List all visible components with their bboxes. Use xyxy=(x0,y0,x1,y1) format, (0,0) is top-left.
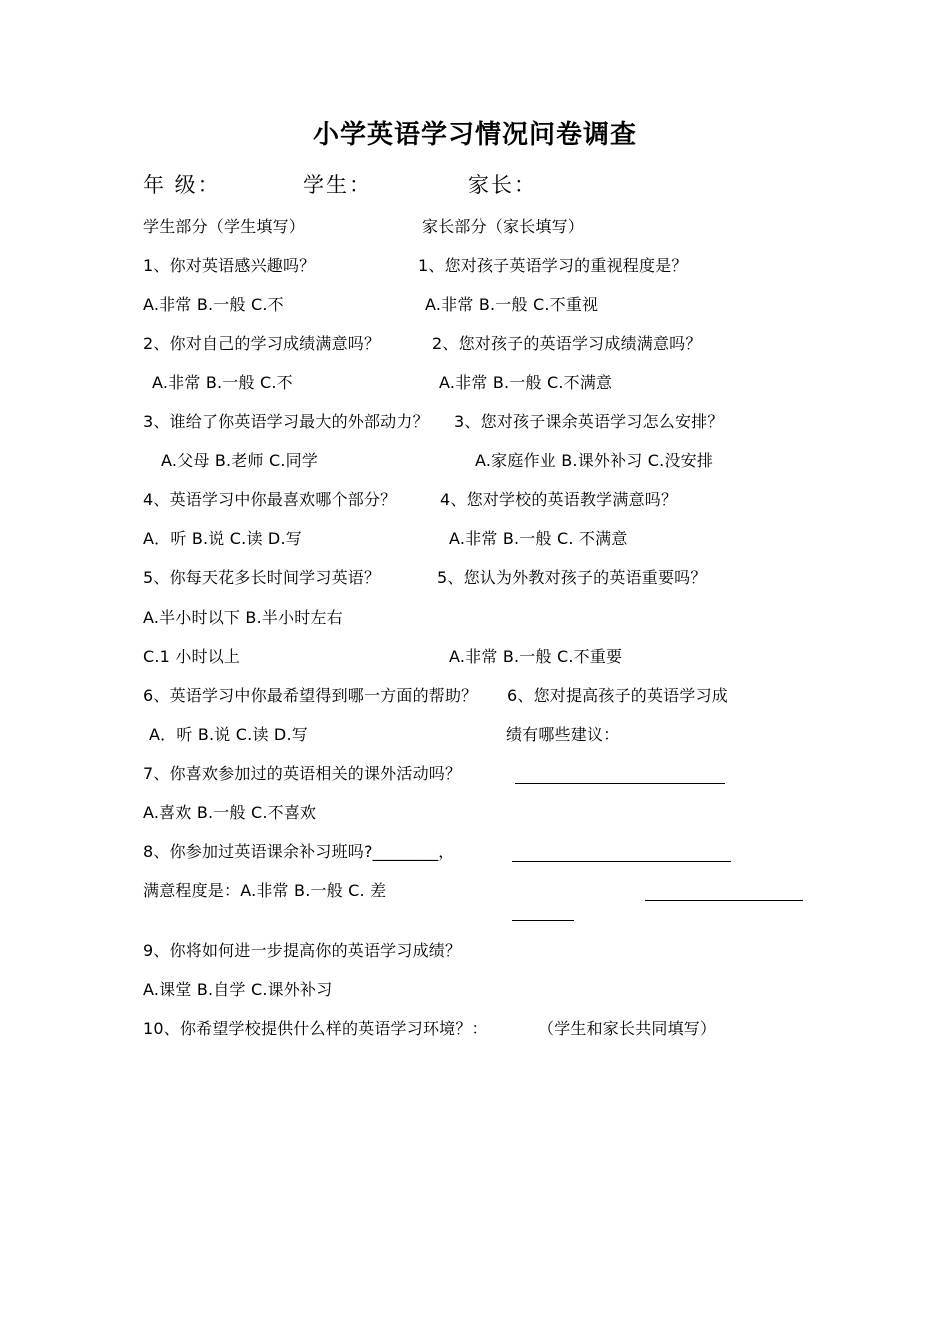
parent-question-2-options: A.非常 B.一般 C.不满意 xyxy=(439,373,613,392)
student-question-5-options-a: A.半小时以下 B.半小时左右 xyxy=(143,608,343,627)
student-name-label: 学生： xyxy=(303,173,372,197)
student-question-9-options: A.课堂 B.自学 C.课外补习 xyxy=(143,980,333,999)
parent-suggestion-line-4 xyxy=(512,920,574,921)
student-question-2-options: A.非常 B.一般 C.不 xyxy=(152,373,293,392)
question-10-note: （学生和家长共同填写） xyxy=(538,1019,717,1038)
parent-question-5-options: A.非常 B.一般 C.不重要 xyxy=(449,647,623,666)
student-question-1: 1、你对英语感兴趣吗？ xyxy=(143,256,316,275)
parent-question-4-options: A.非常 B.一般 C. 不满意 xyxy=(449,529,628,548)
parent-question-2: 2、您对孩子的英语学习成绩满意吗？ xyxy=(432,334,702,353)
student-question-5: 5、你每天花多长时间学习英语？ xyxy=(143,568,381,587)
student-question-1-options: A.非常 B.一般 C.不 xyxy=(143,295,284,314)
grade-label: 年 级： xyxy=(143,173,221,197)
student-question-3-options: A.父母 B.老师 C.同学 xyxy=(161,451,319,470)
parent-question-6-line-1: 6、您对提高孩子的英语学习成 xyxy=(507,686,728,705)
parent-suggestion-line-2 xyxy=(512,861,731,862)
student-question-8-options: 满意程度是：A.非常 B.一般 C. 差 xyxy=(143,881,387,900)
student-question-4: 4、英语学习中你最喜欢哪个部分？ xyxy=(143,490,397,509)
parent-suggestion-line-3 xyxy=(645,900,803,901)
student-question-6-options: A．听 B.说 C.读 D.写 xyxy=(149,725,308,744)
parent-suggestion-line-1 xyxy=(515,783,725,784)
page-title: 小学英语学习情况问卷调查 xyxy=(312,120,637,150)
student-section-heading: 学生部分（学生填写） xyxy=(143,217,306,236)
student-question-2: 2、你对自己的学习成绩满意吗？ xyxy=(143,334,381,353)
parent-section-heading: 家长部分（家长填写） xyxy=(422,217,585,236)
student-question-6: 6、英语学习中你最希望得到哪一方面的帮助？ xyxy=(143,686,478,705)
student-question-10: 10、你希望学校提供什么样的英语学习环境？： xyxy=(143,1019,488,1038)
student-question-3: 3、谁给了你英语学习最大的外部动力？ xyxy=(143,412,429,431)
parent-question-3: 3、您对孩子课余英语学习怎么安排？ xyxy=(454,412,724,431)
student-question-8: 8、你参加过英语课余补习班吗?________， xyxy=(143,842,455,861)
parent-question-1: 1、您对孩子英语学习的重视程度是？ xyxy=(418,256,688,275)
parent-question-3-options: A.家庭作业 B.课外补习 C.没安排 xyxy=(475,451,714,470)
student-question-4-options: A．听 B.说 C.读 D.写 xyxy=(143,529,302,548)
student-question-7-options: A.喜欢 B.一般 C.不喜欢 xyxy=(143,803,317,822)
student-question-5-options-b: C.1 小时以上 xyxy=(143,647,241,666)
parent-question-1-options: A.非常 B.一般 C.不重视 xyxy=(425,295,599,314)
parent-question-4: 4、您对学校的英语教学满意吗？ xyxy=(440,490,678,509)
parent-question-5: 5、您认为外教对孩子的英语重要吗？ xyxy=(437,568,707,587)
parent-question-6-line-2: 绩有哪些建议： xyxy=(506,725,620,744)
parent-name-label: 家长： xyxy=(468,173,537,197)
student-question-9: 9、你将如何进一步提高你的英语学习成绩？ xyxy=(143,941,462,960)
student-question-7: 7、你喜欢参加过的英语相关的课外活动吗？ xyxy=(143,764,462,783)
